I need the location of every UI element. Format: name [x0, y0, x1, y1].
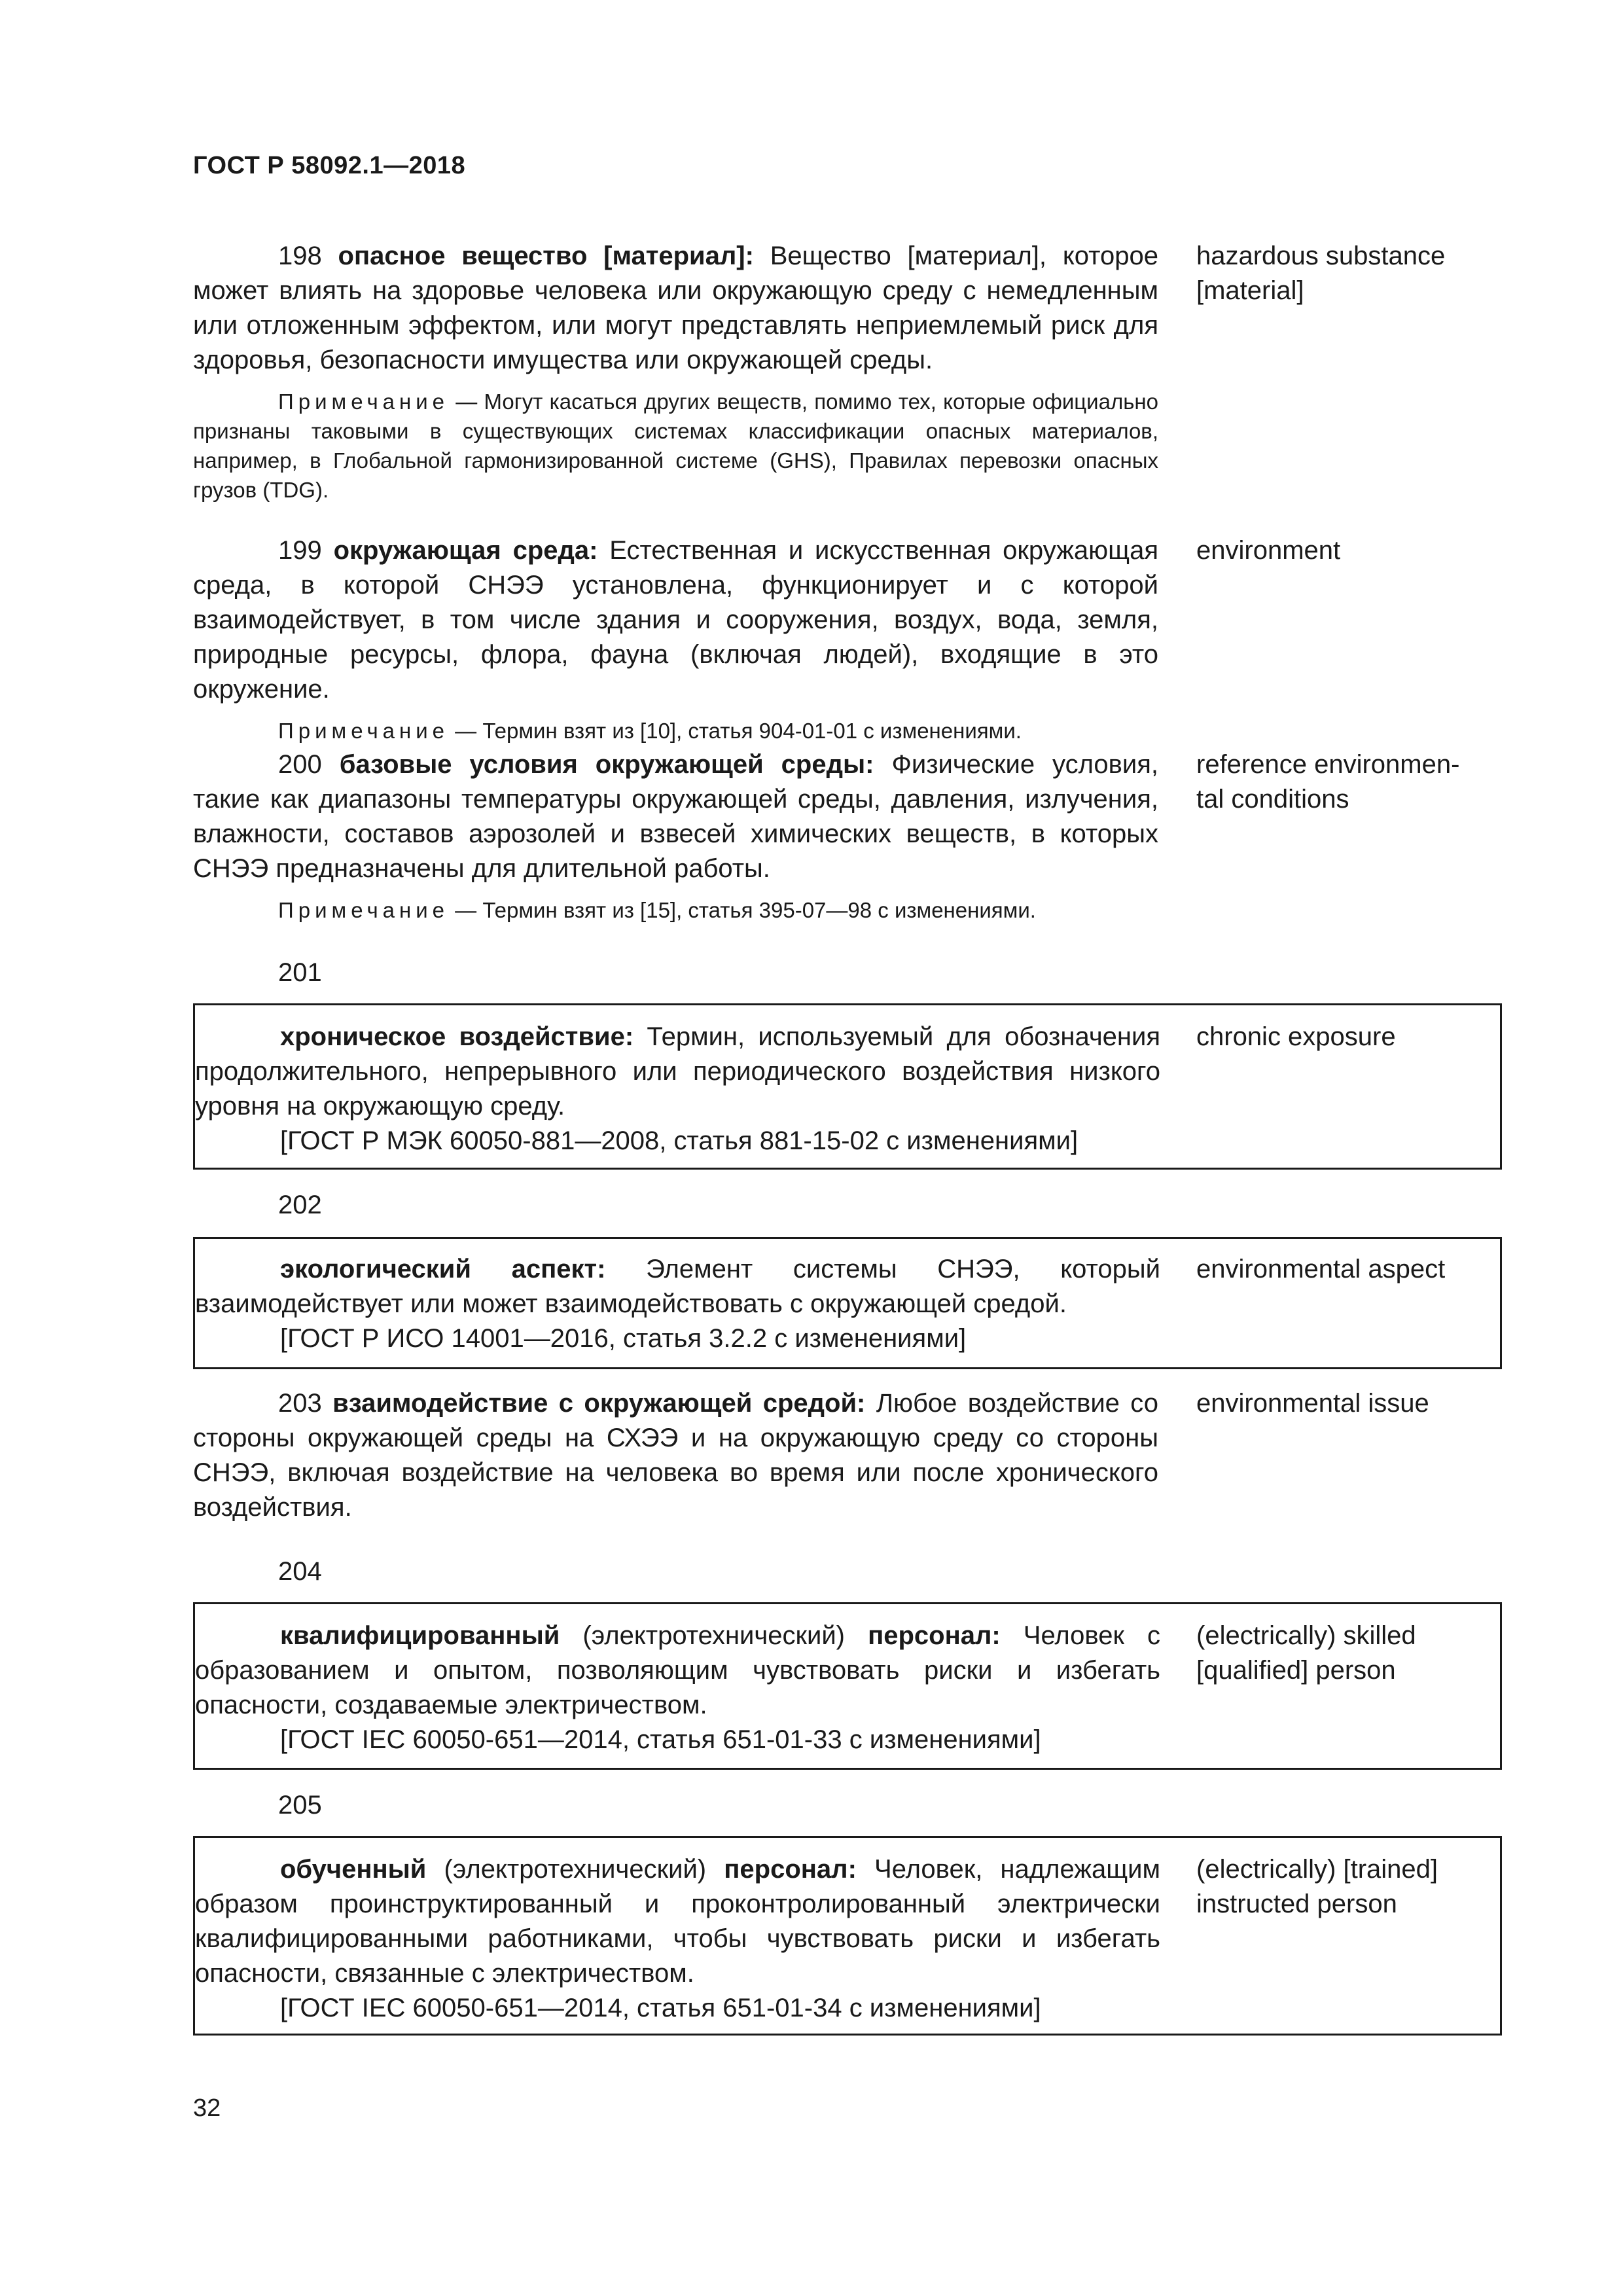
- term-qualifier: (электротехнический): [426, 1855, 724, 1884]
- term-definition: Человек, надлежащим образом проинструктированный и проконтролированный электрически квалифицированными работниками, чтобы чувствовать риски и избегать опасности, связанные с электричеством.: [195, 1855, 1160, 1988]
- term-entry-201-box: [193, 1003, 1502, 1170]
- note-text: — Могут касаться других веществ, помимо тех, которые официально признаны таковыми в существующих системах классификации опасных материалов, например, в Глобальной гармонизированной системе (GHS), Правилах перевозки опасных грузов (TDG).: [193, 389, 1158, 502]
- term-name: экологический аспект:: [280, 1255, 606, 1283]
- term-number-205: 205: [278, 1791, 322, 1820]
- term-definition: Любое воздействие со стороны окружающей среды на СХЭЭ и на окружающую среду со стороны СНЭЭ, включая воздействие на человека во время или после хронического воздействия.: [193, 1389, 1158, 1522]
- term-number: 200: [278, 750, 322, 779]
- term-name: взаимодействие с окружающей средой:: [332, 1389, 866, 1418]
- english-equivalent: (electrically) [trained] instructed person: [1196, 1855, 1438, 1918]
- term-definition: Элемент системы СНЭЭ, который взаимодействует или может взаимодействовать с окружающей средой.: [195, 1255, 1160, 1318]
- term-name: квалифицированный: [280, 1621, 560, 1650]
- term-name: окружающая среда:: [333, 536, 598, 565]
- term-number: 199: [278, 536, 322, 565]
- term-source-reference: [ГОСТ Р ИСО 14001—2016, статья 3.2.2 с изменениями]: [280, 1324, 967, 1353]
- english-equivalent: reference environmen-tal conditions: [1196, 750, 1460, 814]
- term-body: [193, 533, 1158, 707]
- term-body: [193, 747, 1158, 886]
- term-definition: Термин, используемый для обозначения продолжительного, непрерывного или периодического воздействия низкого уровня на окружающую среду.: [195, 1022, 1160, 1121]
- term-body: [193, 1386, 1158, 1525]
- term-number-202: 202: [278, 1191, 322, 1219]
- term-entry-199: [193, 533, 1502, 745]
- term-note: [193, 895, 1158, 925]
- term-note: [193, 716, 1158, 745]
- term-name: обученный: [280, 1855, 427, 1884]
- term-entry-203: [193, 1386, 1502, 1525]
- term-body: [195, 1020, 1160, 1124]
- term-entry-205-box: [193, 1836, 1502, 2036]
- term-number: 203: [278, 1389, 322, 1418]
- term-name: базовые условия окружающей среды:: [339, 750, 874, 779]
- english-equivalent: environmental aspect: [1196, 1255, 1446, 1283]
- term-entry-200: [193, 747, 1502, 925]
- note-label: Примечание: [278, 898, 450, 922]
- term-name: хроническое воздействие:: [280, 1022, 634, 1051]
- term-definition: Вещество [материал], которое может влиять на здоровье человека или окружающую среду с немедленным или отложенным эффектом, или могут представлять неприемлемый риск для здоровья, безопасности имущества или окружающей среды.: [193, 242, 1158, 374]
- term-name: опасное вещество [материал]:: [338, 242, 754, 270]
- english-equivalent: chronic exposure: [1196, 1022, 1396, 1051]
- term-number-204: 204: [278, 1557, 322, 1586]
- term-body: [195, 1252, 1160, 1321]
- term-number-201: 201: [278, 958, 322, 987]
- term-source-reference: [ГОСТ IEC 60050-651—2014, статья 651-01-33 с изменениями]: [280, 1725, 1041, 1754]
- term-definition: Естественная и искусственная окружающая среда, в которой СНЭЭ установлена, функционирует и с которой взаимодействует, в том числе здания и сооружения, воздух, вода, земля, природные ресурсы, флора, фауна (включая людей), входящие в это окружение.: [193, 536, 1158, 704]
- english-equivalent: hazardous substance [material]: [1196, 242, 1446, 305]
- note-text: — Термин взят из [15], статья 395-07—98 с изменениями.: [449, 898, 1036, 922]
- term-number: 198: [278, 242, 322, 270]
- note-text: — Термин взят из [10], статья 904-01-01 с изменениями.: [449, 719, 1022, 743]
- term-source-reference: [ГОСТ Р МЭК 60050-881—2008, статья 881-15-02 с изменениями]: [280, 1126, 1079, 1155]
- english-equivalent: (electrically) skilled [qualified] person: [1196, 1621, 1416, 1685]
- note-label: Примечание: [278, 389, 450, 414]
- term-body: [193, 239, 1158, 378]
- english-equivalent: environment: [1196, 536, 1341, 565]
- note-label: Примечание: [278, 719, 450, 743]
- term-definition: Человек с образованием и опытом, позволяющим чувствовать риски и избегать опасности, создаваемые электричеством.: [195, 1621, 1161, 1719]
- english-equivalent: environmental issue: [1196, 1389, 1429, 1418]
- term-body: [195, 1852, 1160, 1991]
- term-source-reference: [ГОСТ IEC 60050-651—2014, статья 651-01-34 с изменениями]: [280, 1994, 1041, 2022]
- term-name-suffix: персонал:: [868, 1621, 1001, 1650]
- term-body: [195, 1619, 1160, 1723]
- document-header: ГОСТ Р 58092.1—2018: [193, 152, 466, 179]
- term-entry-204-box: [193, 1602, 1502, 1770]
- term-name-suffix: персонал:: [724, 1855, 857, 1884]
- term-note: [193, 387, 1158, 505]
- term-entry-198: [193, 239, 1502, 505]
- term-definition: Физические условия, такие как диапазоны температуры окружающей среды, давления, излучения, влажности, составов аэрозолей и взвесей химических веществ, в которых СНЭЭ предназначены для длительной работы.: [193, 750, 1158, 883]
- term-qualifier: (электротехнический): [560, 1621, 868, 1650]
- term-entry-202-box: [193, 1237, 1502, 1369]
- page-number: 32: [193, 2094, 221, 2122]
